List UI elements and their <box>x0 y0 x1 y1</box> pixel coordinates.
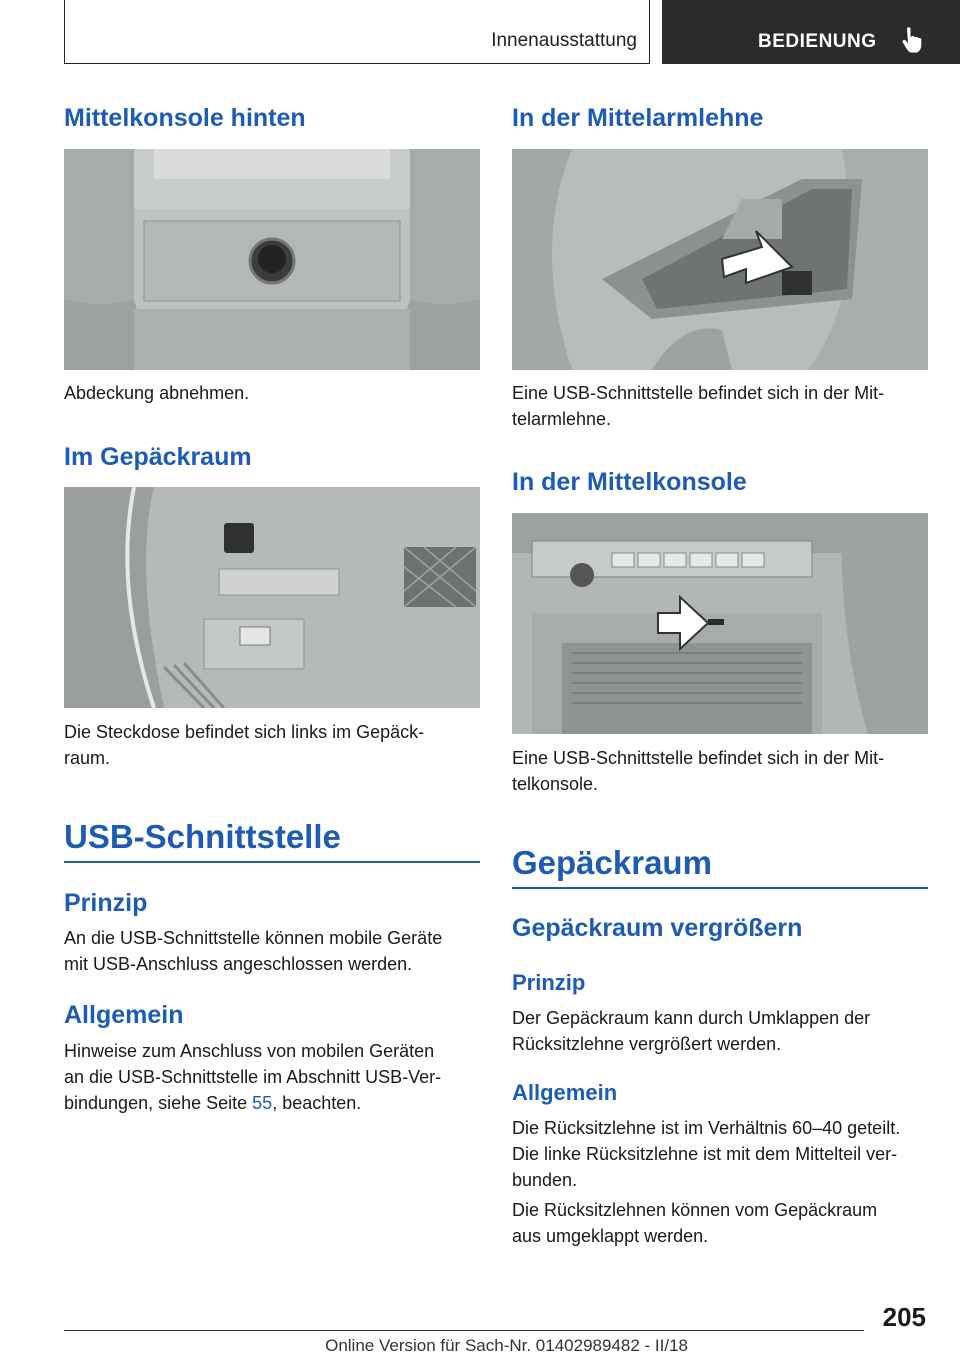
heading-allgemein-right: Allgemein <box>512 1080 618 1105</box>
heading-im-gepaeckraum: Im Gepäckraum <box>64 443 252 471</box>
allgemein-left-line2: an die USB-Schnittstelle im Abschnitt USB-Ver- <box>64 1067 442 1087</box>
caption-steckdose-line1: Die Steckdose befindet sich links im Gepäck- <box>64 722 425 742</box>
section-tab <box>64 0 650 64</box>
heading-usb-schnittstelle: USB-Schnittstelle <box>64 818 341 855</box>
caption-konsole-line1: Eine USB-Schnittstelle befindet sich in der Mit- <box>512 748 885 768</box>
allgemein-right-line4: Die Rücksitzlehnen können vom Gepäckraum <box>512 1200 878 1220</box>
pointing-hand-icon <box>898 26 924 54</box>
allgemein-right-line5: aus umgeklappt werden. <box>512 1226 709 1246</box>
section-title: Innenausstattung <box>491 30 637 51</box>
photo-trunk-socket <box>64 487 480 708</box>
page-header <box>0 0 960 66</box>
page-number: 205 <box>882 1302 926 1332</box>
allgemein-left-line1: Hinweise zum Anschluss von mobilen Geräten <box>64 1041 435 1061</box>
caption-armlehne-line2: telarmlehne. <box>512 409 612 429</box>
chapter-tab <box>662 0 960 64</box>
heading-in-der-mittelkonsole: In der Mittelkonsole <box>512 468 747 496</box>
prinzip-right-line1: Der Gepäckraum kann durch Umklappen der <box>512 1008 871 1028</box>
prinzip-left-line1: An die USB-Schnittstelle können mobile Geräte <box>64 928 443 948</box>
page-link-55[interactable]: 55 <box>252 1093 273 1113</box>
section-rule-usb <box>64 861 480 863</box>
prinzip-right-line2: Rücksitzlehne vergrößert werden. <box>512 1034 782 1054</box>
caption-armlehne-line1: Eine USB-Schnittstelle befindet sich in der Mit- <box>512 383 885 403</box>
heading-prinzip-left: Prinzip <box>64 889 148 917</box>
heading-prinzip-right: Prinzip <box>512 970 586 995</box>
heading-gepaeckraum: Gepäckraum <box>512 844 712 881</box>
allgemein-right-line3: bunden. <box>512 1170 578 1190</box>
allgemein-left-text-end: , beachten. <box>272 1093 362 1113</box>
caption-konsole-line2: telkonsole. <box>512 774 599 794</box>
chapter-title: BEDIENUNG <box>758 31 877 52</box>
photo-rear-console-cover <box>64 149 480 370</box>
section-rule-gepaeckraum <box>512 887 928 889</box>
allgemein-right-line1: Die Rücksitzlehne ist im Verhältnis 60–40 geteilt. <box>512 1118 901 1138</box>
caption-abdeckung: Abdeckung abnehmen. <box>64 383 250 403</box>
heading-mittelkonsole-hinten: Mittelkonsole hinten <box>64 104 306 132</box>
photo-armrest-usb <box>512 149 928 370</box>
caption-steckdose-line2: raum. <box>64 748 111 768</box>
allgemein-right-line2: Die linke Rücksitzlehne ist mit dem Mittelteil ver- <box>512 1144 898 1164</box>
photo-center-console-usb <box>512 513 928 734</box>
footer-rule <box>64 1330 864 1331</box>
online-version-note: Online Version für Sach-Nr. 01402989482 - II/18 <box>325 1336 688 1355</box>
allgemein-left-text: bindungen, siehe Seite <box>64 1093 253 1113</box>
allgemein-left-line3 <box>64 1090 480 1116</box>
heading-gepaeckraum-vergroessern: Gepäckraum vergrößern <box>512 914 803 942</box>
prinzip-left-line2: mit USB-Anschluss angeschlossen werden. <box>64 954 413 974</box>
heading-mittelarmlehne: In der Mittelarmlehne <box>512 104 764 132</box>
heading-allgemein-left: Allgemein <box>64 1001 184 1029</box>
